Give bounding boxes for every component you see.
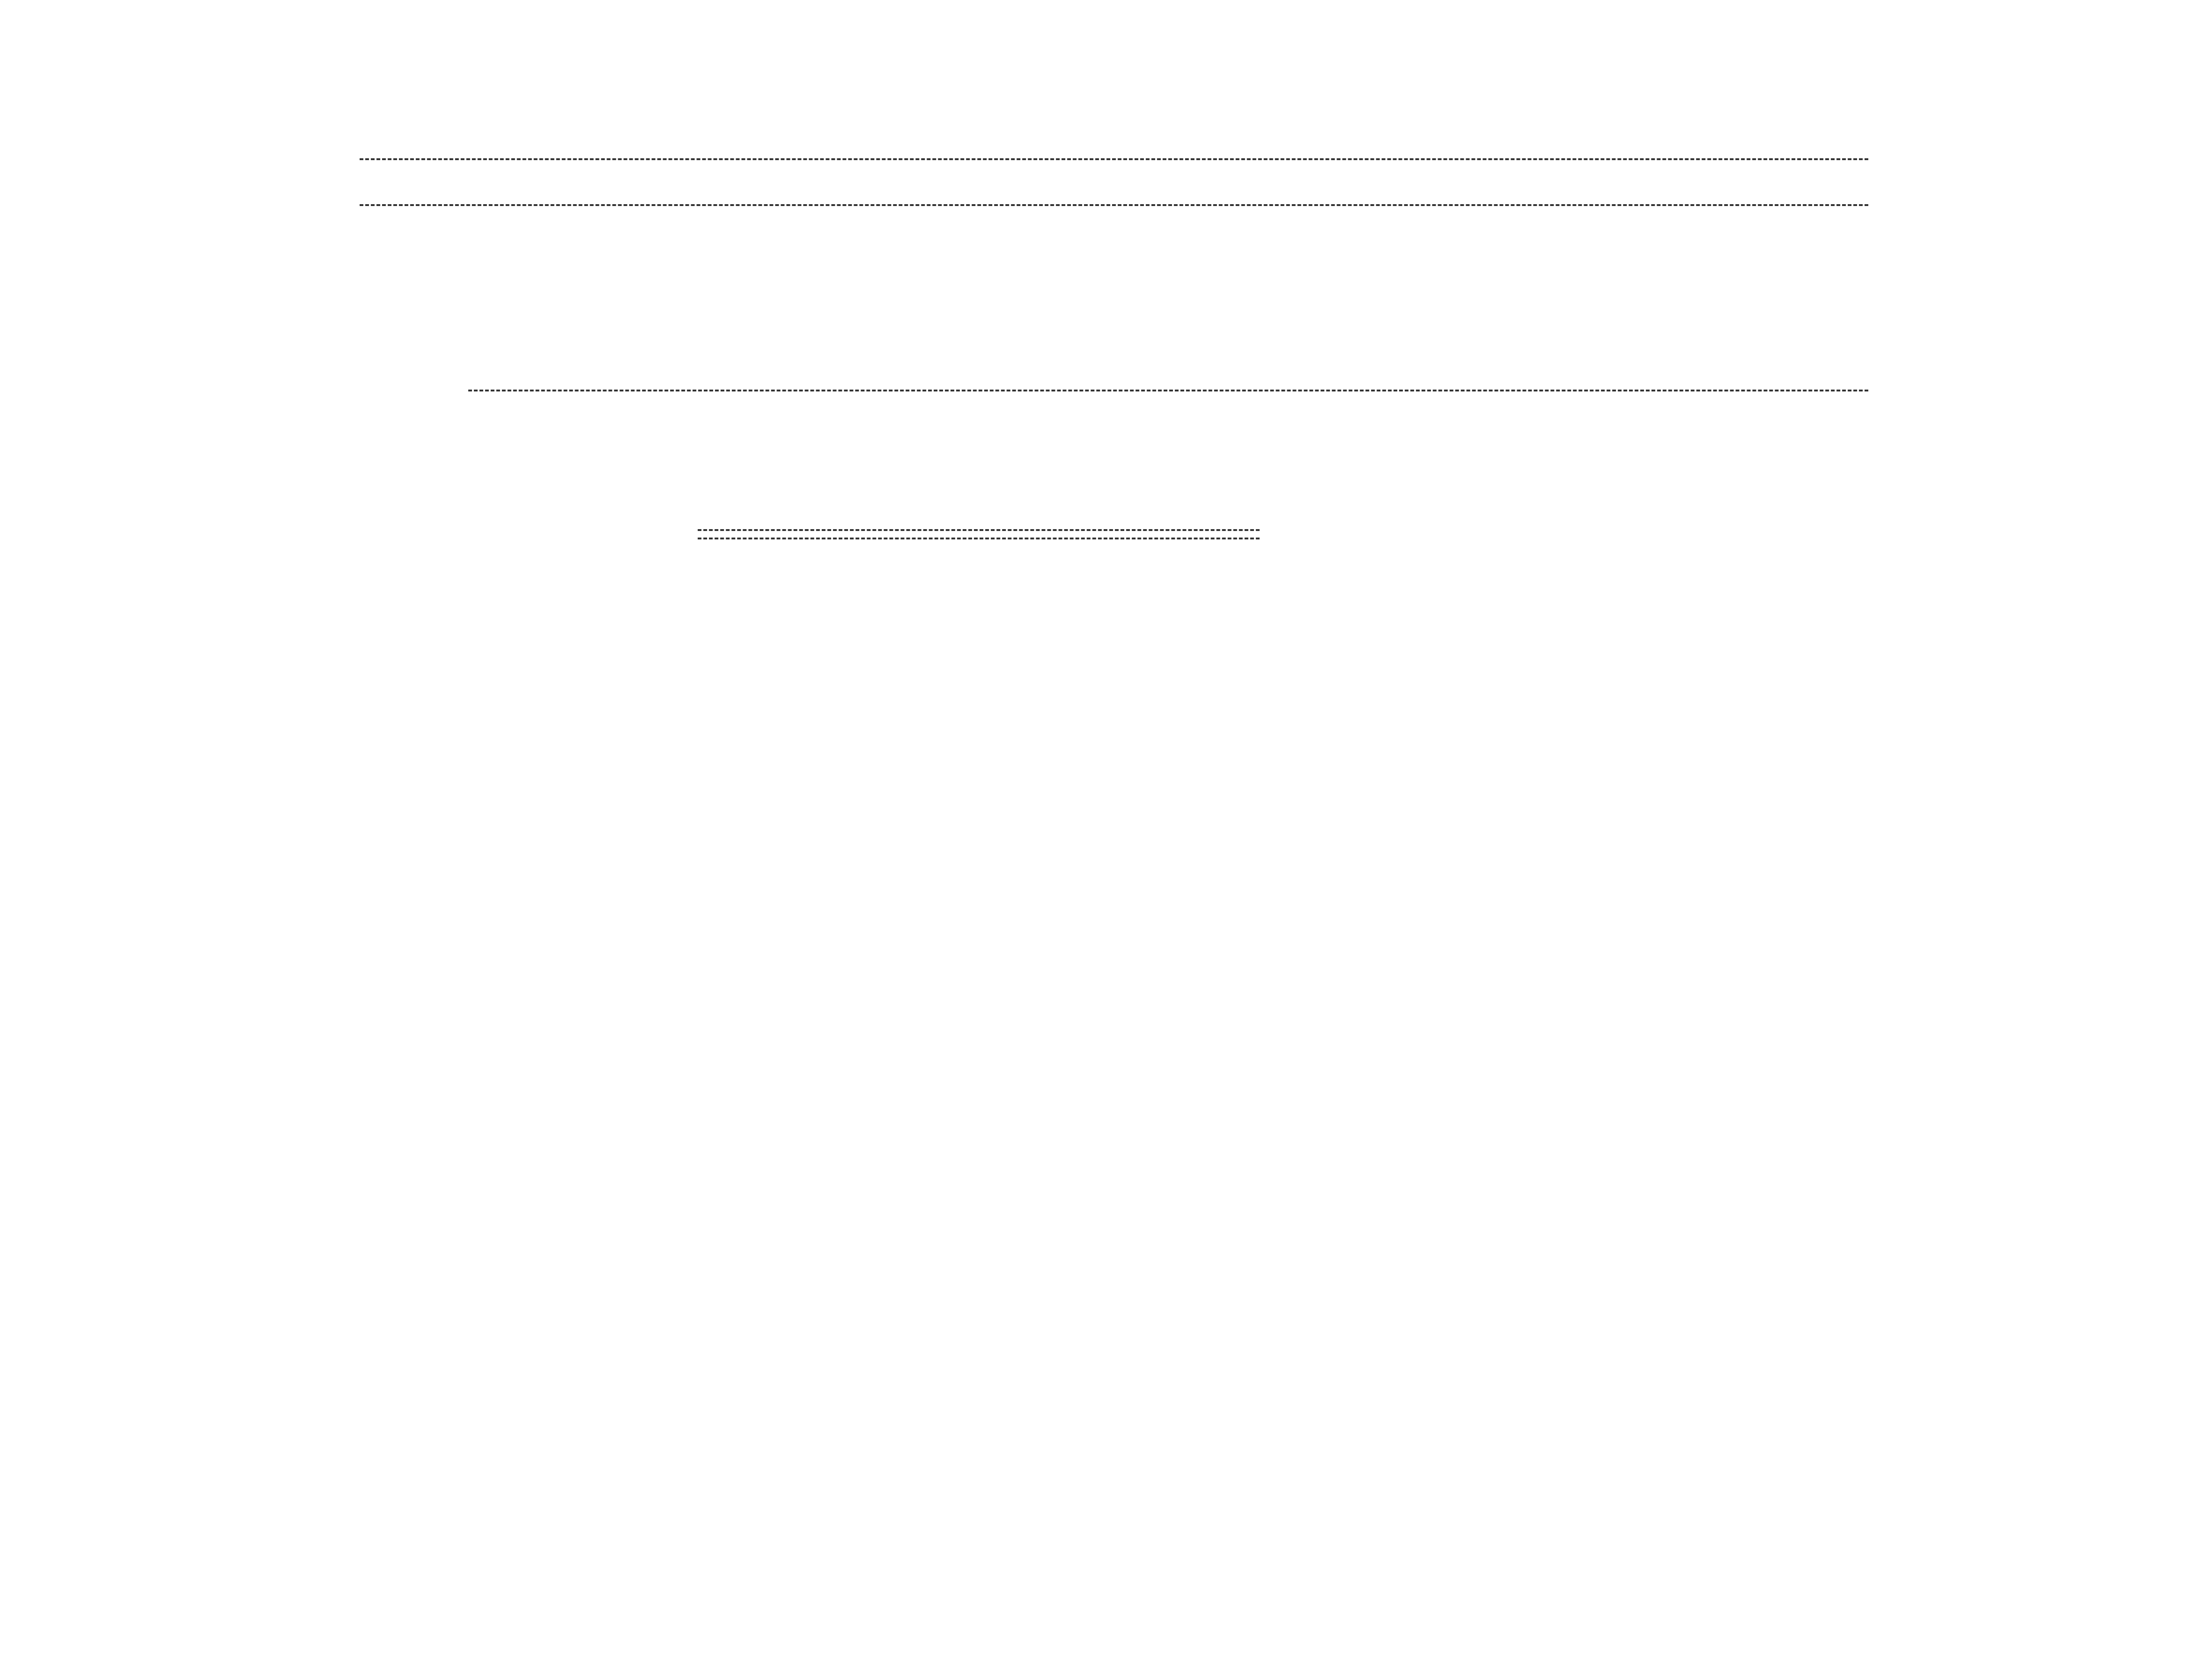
header-rule-top	[360, 158, 1868, 160]
header-rule-bottom	[360, 204, 1868, 206]
summary-separator	[468, 390, 1868, 391]
section2-title-underline	[698, 529, 1260, 539]
